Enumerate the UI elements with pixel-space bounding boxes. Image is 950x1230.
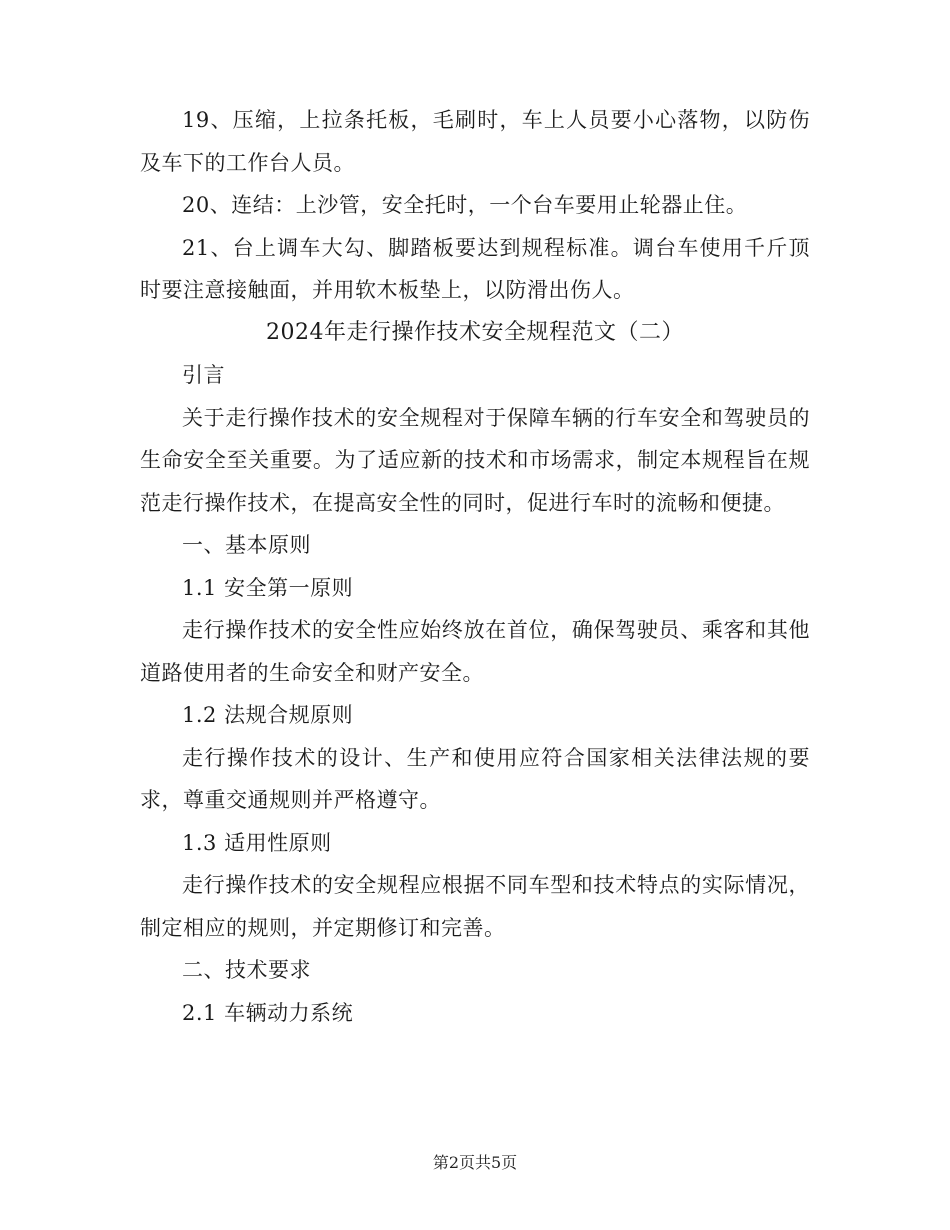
intro-heading: 引言 [182,363,225,387]
section-1-2-text: 走行操作技术的设计、生产和使用应符合国家相关法律法规的要求，尊重交通规则并严格遵守。 [140,745,810,812]
section-1-2-heading: 1.2 法规合规原则 [182,703,354,727]
section-1-heading: 一、基本原则 [182,533,311,557]
intro-paragraph: 关于走行操作技术的安全规程对于保障车辆的行车安全和驾驶员的生命安全至关重要。为了适应新的技术和市场需求，制定本规程旨在规范走行操作技术，在提高安全性的同时，促进行车时的流畅和便捷。 [140,405,810,515]
page-number-footer: 第2页共5页 [432,1153,518,1172]
paragraph-item-20: 20、连结：上沙管，安全托时，一个台车要用止轮器止住。 [182,193,748,217]
paragraph-item-21: 21、台上调车大勾、脚踏板要达到规程标准。调台车使用千斤顶时要注意接触面，并用软木板垫上，以防滑出伤人。 [140,235,810,302]
section-1-3-heading: 1.3 适用性原则 [182,830,332,855]
section-2-1-heading: 2.1 车辆动力系统 [182,1000,354,1025]
section-1-1-heading: 1.1 安全第一原则 [182,575,354,600]
document-title: 2024年走行操作技术安全规程范文（二） [266,319,684,345]
section-1-1-text: 走行操作技术的安全性应始终放在首位，确保驾驶员、乘客和其他道路使用者的生命安全和财产安全。 [140,618,810,685]
section-1-3-text: 走行操作技术的安全规程应根据不同车型和技术特点的实际情况，制定相应的规则，并定期修订和完善。 [140,873,810,940]
section-2-heading: 二、技术要求 [182,958,311,982]
paragraph-item-19: 19、压缩，上拉条托板，毛刷时，车上人员要小心落物，以防伤及车下的工作台人员。 [140,108,810,175]
page-content [140,99,810,1034]
